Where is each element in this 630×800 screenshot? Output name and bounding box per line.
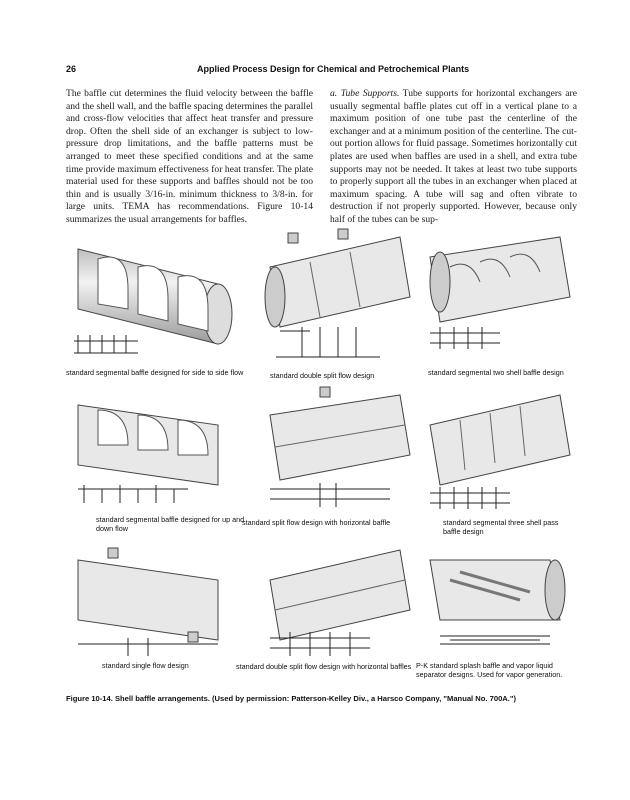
panel-double-split — [250, 227, 420, 372]
figure-caption: Figure 10-14. Shell baffle arrangements. (Used by permission: Patterson-Kelley Div., a Harsco Company, "Manual No. 700A.") — [66, 694, 517, 703]
section-lead: a. Tube Supports. — [330, 88, 400, 99]
split-horizontal-baffle-illustration — [250, 385, 420, 515]
caption-up-down: standard segmental baffle designed for up and down flow — [96, 515, 245, 533]
caption-split-horizontal: standard split flow design with horizontal baffle — [242, 518, 391, 527]
caption-double-split: standard double split flow design — [270, 371, 375, 380]
double-split-illustration — [250, 227, 420, 372]
right-column — [330, 88, 577, 227]
panel-single-flow — [68, 540, 248, 660]
panel-side-to-side — [68, 229, 248, 369]
caption-two-shell: standard segmental two shell baffle design — [428, 368, 564, 377]
two-shell-illustration — [420, 227, 580, 367]
caption-double-split-horizontal: standard double split flow design with horizontal baffles — [236, 662, 412, 671]
running-title: Applied Process Design for Chemical and Petrochemical Plants — [197, 64, 470, 74]
caption-single-flow: standard single flow design — [102, 661, 189, 670]
single-flow-illustration — [68, 540, 248, 660]
caption-side-to-side: standard segmental baffle designed for side to side flow — [66, 368, 244, 377]
left-column-text: The baffle cut determines the fluid velocity between the baffle and the shell wall, and the baffle spacing determines the parallel and cross-flow velocities that affect heat transfer and pressure drop. Often the shell side of an exchanger is subject to low-pressure drop limitations, and the baffle patterns must be arranged to meet these specified conditions and at the same time provide maximum effectiveness for heat transfer. The plate material used for these supports and baffles should not be too thin and is usually 3/16-in. minimum thickness to 3/8-in. for large units. TEMA has recommendations. Figure 10-14 summarizes the usual arrangements for baffles. — [66, 88, 313, 225]
panel-two-shell — [420, 227, 580, 367]
panel-up-down — [68, 385, 248, 510]
caption-three-shell: standard segmental three shell pass baffle design — [443, 518, 559, 536]
panel-three-shell — [420, 385, 580, 515]
right-column-text: Tube supports for horizontal exchangers are usually segmental baffle plates cut off in a vertical plane to a maximum position of one tube past the centerline of the exchanger and at a minimum position of the centerline. The cut-out portion allows for fluid passage. Sometimes horizontally cut plates are used when baffles are used in a shell, and extra tube supports may not be needed. It takes at least two tube supports to properly support all the tubes in an exchanger when placed at maximum spacing. A tube will sag and often vibrate to destruction if not properly supported. However, because only half of the tubes can be sup- — [330, 88, 577, 225]
double-split-horizontal-illustration — [250, 540, 420, 660]
baffle-figure — [60, 225, 580, 695]
up-down-baffle-illustration — [68, 385, 248, 510]
side-to-side-baffle-illustration — [68, 229, 248, 369]
caption-splash-baffle: P-K standard splash baffle and vapor liquid separator designs. Used for vapor generation. — [416, 661, 563, 679]
panel-splash-baffle — [420, 540, 580, 660]
panel-double-split-horizontal — [250, 540, 420, 660]
panel-split-horizontal — [250, 385, 420, 515]
splash-baffle-illustration — [420, 540, 580, 660]
page-number: 26 — [66, 64, 77, 74]
three-shell-pass-illustration — [420, 385, 580, 515]
